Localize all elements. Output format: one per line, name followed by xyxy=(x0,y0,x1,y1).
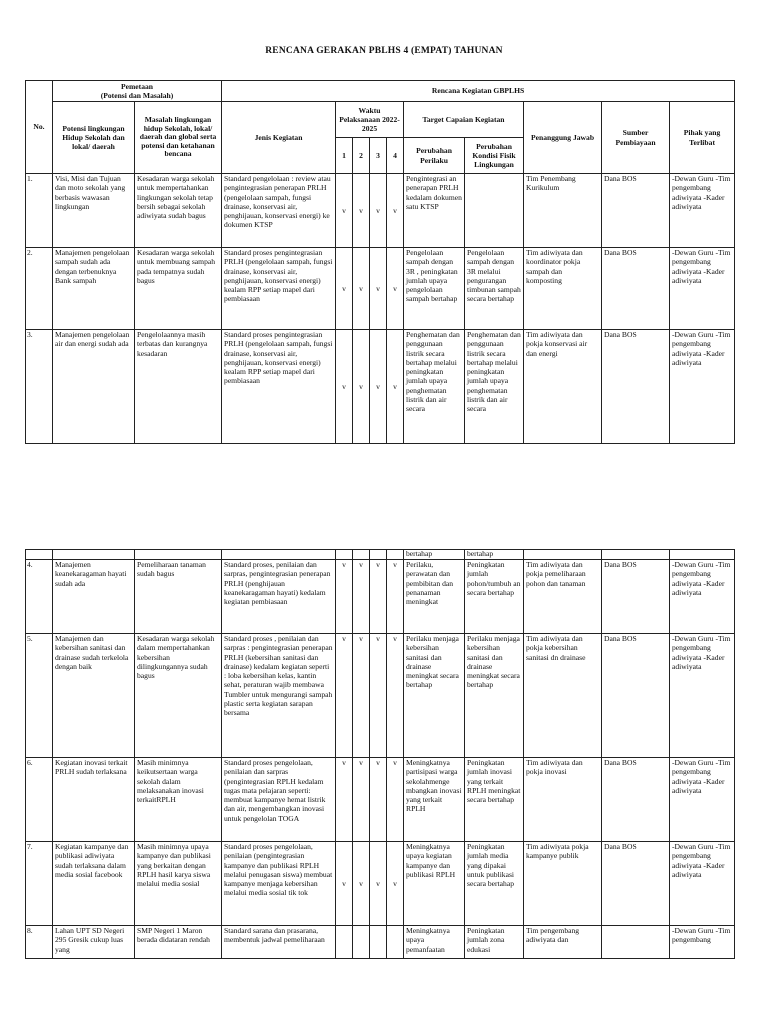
header-pemetaan: Pemetaan (Potensi dan Masalah) xyxy=(53,81,222,102)
header-waktu: Waktu Pelaksanaan 2022-2025 xyxy=(336,102,404,138)
continuation-fisik: bertahap xyxy=(465,550,524,560)
row-year-2-mark: v xyxy=(353,248,370,330)
row-year-2-mark: v xyxy=(353,634,370,758)
table-row xyxy=(26,842,735,926)
header-penanggung-jawab: Penanggung Jawab xyxy=(524,102,602,174)
row-no: 2. xyxy=(26,248,53,330)
table-row xyxy=(26,174,735,248)
header-year-1: 1 xyxy=(336,138,353,174)
row-pihak: -Dewan Guru -Tim pengembang adiwiyata -Kader adiwiyata xyxy=(670,248,735,330)
row-sumber: Dana BOS xyxy=(602,758,670,842)
row-masalah: Pemeliharaan tanaman sudah bagus xyxy=(135,560,222,634)
row-fisik: Peningkatan jumlah pohon/tumbuh an secara bertahap xyxy=(465,560,524,634)
row-year-1-mark: v xyxy=(336,248,353,330)
row-year-1-mark xyxy=(336,926,353,959)
row-year-3-mark: v xyxy=(370,560,387,634)
row-penanggung-jawab: Tim adiwiyata pokja kampanye publik xyxy=(524,842,602,926)
row-penanggung-jawab: Tim pengembang adiwiyata dan xyxy=(524,926,602,959)
row-penanggung-jawab: Tim adiwiyata dan koordinator pokja sampah dan komposting xyxy=(524,248,602,330)
table-row xyxy=(26,330,735,444)
row-year-2-mark: v xyxy=(353,330,370,444)
header-fisik: Perubahan Kondisi Fisik Lingkungan xyxy=(465,138,524,174)
row-jenis: Standard proses pengelolaan, penilaian dan sarpras (pengintegrasian RPLH kedalam tugas mata pelajaran seperti: membuat kampanye hemat listrik dan air, mengembangkan inovasi untuk pengelolan TOGA xyxy=(222,758,336,842)
row-year-4-mark xyxy=(387,926,404,959)
row-perilaku: Pengelolaan sampah dengan 3R , peningkatan jumlah upaya pengelolaan sampah bertahap xyxy=(404,248,465,330)
row-fisik: Peningkatan jumlah zona edukasi xyxy=(465,926,524,959)
row-jenis: Standard proses, penilaian dan sarpras, pengintegrasian penerapan PRLH (penghijauan keanekaragaman hayati) kedalam kegiatan pembiasaan xyxy=(222,560,336,634)
header-perilaku: Perubahan Perilaku xyxy=(404,138,465,174)
row-perilaku: Perilaku, perawatan dan pembibitan dan penanaman meningkat xyxy=(404,560,465,634)
row-year-2-mark: v xyxy=(353,758,370,842)
row-no: 1. xyxy=(26,174,53,248)
row-pihak: -Dewan Guru -Tim pengembang xyxy=(670,926,735,959)
row-year-3-mark: v xyxy=(370,248,387,330)
row-potensi: Manajemen dan kebersihan sanitasi dan drainase sudah terkelola dengan baik xyxy=(53,634,135,758)
row-year-1-mark: v xyxy=(336,174,353,248)
header-rencana: Rencana Kegiatan GBPLHS xyxy=(222,81,735,102)
header-potensi: Potensi lingkungan Hidup Sekolah dan lokal/ daerah xyxy=(53,102,135,174)
header-year-4: 4 xyxy=(387,138,404,174)
row-year-2-mark: v xyxy=(353,560,370,634)
row-no: 7. xyxy=(26,842,53,926)
header-year-3: 3 xyxy=(370,138,387,174)
row-jenis: Standard proses , penilaian dan sarpras : pengintegrasian penerapan PRLH (kebersihan sanitasi dan drainase) kedalam kegiatan seperti : loba kebersihan kelas, kantin sehat, peraturan wajib membawa Tumbler untuk mengurangi sampah plastic serta kegiatan sarapan bersama xyxy=(222,634,336,758)
row-no: 4. xyxy=(26,560,53,634)
row-pihak: -Dewan Guru -Tim pengembang adiwiyata -Kader adiwiyata xyxy=(670,330,735,444)
row-fisik: Peningkatan jumlah inovasi yang terkait RPLH meningkat secara bertahap xyxy=(465,758,524,842)
row-pihak: -Dewan Guru -Tim pengembang adiwiyata -Kader adiwiyata xyxy=(670,758,735,842)
header-pihak: Pihak yang Terlibat xyxy=(670,102,735,174)
row-masalah: Kesadaran warga sekolah untuk membuang sampah pada tempatnya sudah bagus xyxy=(135,248,222,330)
row-year-2-mark xyxy=(353,926,370,959)
row-perilaku: Meningkatnya upaya pemanfaatan xyxy=(404,926,465,959)
row-fisik: Perilaku menjaga kebersihan sanitasi dan drainase meningkat secara bertahap xyxy=(465,634,524,758)
plan-table-page-1 xyxy=(25,80,735,444)
row-perilaku: Meningkatnya partisipasi warga sekolahmenge mbangkan inovasi yang terkait RPLH xyxy=(404,758,465,842)
row-year-1-mark: v xyxy=(336,330,353,444)
header-target: Target Capaian Kegiatan xyxy=(404,102,524,138)
row-year-3-mark: v xyxy=(370,330,387,444)
row-pihak: -Dewan Guru -Tim pengembang adiwiyata -Kader adiwiyata xyxy=(670,634,735,758)
row-potensi: Visi, Misi dan Tujuan dan moto sekolah yang berbasis wawasan lingkungan xyxy=(53,174,135,248)
row-year-3-mark: v xyxy=(370,634,387,758)
row-potensi: Manajemen pengelolaan sampah sudah ada dengan terbenuknya Bank sampah xyxy=(53,248,135,330)
row-perilaku: Penghematan dan penggunaan listrik secara bertahap melalui peningkatan jumlah upaya penghematan listrik dan air secara xyxy=(404,330,465,444)
row-pihak: -Dewan Guru -Tim pengembang adiwiyata -Kader adiwiyata xyxy=(670,174,735,248)
continuation-perilaku: bertahap xyxy=(404,550,465,560)
row-masalah: Kesadaran warga sekolah untuk mempertahankan lingkungan sekolah tetap bersih sebagai sekolah adiwiyata sudah bagus xyxy=(135,174,222,248)
row-year-2-mark: v xyxy=(353,842,370,926)
plan-table-page-2 xyxy=(25,549,735,959)
row-potensi: Manajemen pengelolaan air dan energi sudah ada xyxy=(53,330,135,444)
row-potensi: Lahan UPT SD Negeri 295 Gresik cukup luas yang xyxy=(53,926,135,959)
row-no: 8. xyxy=(26,926,53,959)
row-masalah: Pengelolaannya masih terbatas dan kurangnya kesadaran xyxy=(135,330,222,444)
row-penanggung-jawab: Tim Penembang Kurikulum xyxy=(524,174,602,248)
row-jenis: Standard proses pengelolaan, penilaian (pengintegrasian kampanye dan publikasi RPLH melalui penugasan siswa) membuat kampanye menjaga kebersihan melalui media sosial tik tok xyxy=(222,842,336,926)
row-year-3-mark: v xyxy=(370,842,387,926)
row-year-4-mark: v xyxy=(387,248,404,330)
row-sumber: Dana BOS xyxy=(602,634,670,758)
row-fisik xyxy=(465,174,524,248)
row-year-1-mark: v xyxy=(336,634,353,758)
row-year-4-mark: v xyxy=(387,330,404,444)
row-year-1-mark: v xyxy=(336,842,353,926)
row-sumber xyxy=(602,926,670,959)
row-perilaku: Meningkatnya upaya kegiatan kampanye dan publikasi RPLH xyxy=(404,842,465,926)
row-masalah: Masih minimnya keikutsertaan warga sekolah dalam melaksanakan inovasi terkaitRPLH xyxy=(135,758,222,842)
row-year-4-mark: v xyxy=(387,174,404,248)
row-fisik: Pengelolaan sampah dengan 3R melalui pengurangan timbunan sampah secara bertahap xyxy=(465,248,524,330)
row-pihak: -Dewan Guru -Tim pengembang adiwiyata -Kader adiwiyata xyxy=(670,560,735,634)
row-masalah: Masih minimnya upaya kampanye dan publikasi yang berkaitan dengan RPLH hasil karya siswa melalui media sosial xyxy=(135,842,222,926)
table-row xyxy=(26,248,735,330)
header-jenis: Jenis Kegiatan xyxy=(222,102,336,174)
row-year-2-mark: v xyxy=(353,174,370,248)
row-no: 3. xyxy=(26,330,53,444)
row-potensi: Kegiatan kampanye dan publikasi adiwiyata sudah terlaksana dalam media sosial facebook xyxy=(53,842,135,926)
row-fisik: Penghematan dan penggunaan listrik secara bertahap melalui peningkatan jumlah upaya penghematan listrik dan air secara xyxy=(465,330,524,444)
row-fisik: Peningkatan jumlah media yang dipakai untuk publikasi secara bertahap xyxy=(465,842,524,926)
row-potensi: Manajemen keanekaragaman hayati sudah ada xyxy=(53,560,135,634)
table-row xyxy=(26,926,735,959)
row-jenis: Standard sarana dan prasarana, membentuk jadwal pemeliharaan xyxy=(222,926,336,959)
row-sumber: Dana BOS xyxy=(602,842,670,926)
row-no: 5. xyxy=(26,634,53,758)
header-no: No. xyxy=(26,81,53,174)
row-masalah: Kesadaran warga sekolah dalam mempertahankan kebersihan dilingkungannya sudah bagus xyxy=(135,634,222,758)
row-sumber: Dana BOS xyxy=(602,560,670,634)
row-year-4-mark: v xyxy=(387,842,404,926)
row-year-3-mark: v xyxy=(370,758,387,842)
table-row xyxy=(26,560,735,634)
row-jenis: Standard proses pengintegrasian PRLH (pengelolaan sampah, fungsi drainase, konservasi air, penghijauan, konservasi energi) kealam RPP setiap mapel dari pembiasaan xyxy=(222,330,336,444)
row-year-4-mark: v xyxy=(387,758,404,842)
row-potensi: Kegiatan inovasi terkait PRLH sudah terlaksana xyxy=(53,758,135,842)
row-year-1-mark: v xyxy=(336,758,353,842)
row-penanggung-jawab: Tim adiwiyata dan pokja pemeliharaan pohon dan tanaman xyxy=(524,560,602,634)
row-masalah: SMP Negeri 1 Maron berada didataran rendah xyxy=(135,926,222,959)
row-jenis: Standard proses pengintegrasian PRLH (pengelolaan sampah, fungsi drainase, konservasi air, penghijauan, konservasi energi) kealam RPP setiap mapel dari pembiasaan xyxy=(222,248,336,330)
table-row xyxy=(26,758,735,842)
row-perilaku: Perilaku menjaga kebersihan sanitasi dan drainase meningkat secara bertahap xyxy=(404,634,465,758)
header-sumber: Sumber Pembiayaan xyxy=(602,102,670,174)
row-perilaku: Pengintegrasi an penerapan PRLH kedalam dokumen satu KTSP xyxy=(404,174,465,248)
continuation-row xyxy=(26,550,735,560)
table-row xyxy=(26,634,735,758)
row-year-3-mark: v xyxy=(370,174,387,248)
row-year-1-mark: v xyxy=(336,560,353,634)
row-pihak: -Dewan Guru -Tim pengembang adiwiyata -Kader adiwiyata xyxy=(670,842,735,926)
row-year-3-mark xyxy=(370,926,387,959)
row-penanggung-jawab: Tim adiwiyata dan pokja kebersihan sanitasi dn drainase xyxy=(524,634,602,758)
row-penanggung-jawab: Tim adiwiyata dan pokja inovasi xyxy=(524,758,602,842)
row-year-4-mark: v xyxy=(387,634,404,758)
row-sumber: Dana BOS xyxy=(602,248,670,330)
row-sumber: Dana BOS xyxy=(602,174,670,248)
row-penanggung-jawab: Tim adiwiyata dan pokja konservasi air dan energi xyxy=(524,330,602,444)
row-sumber: Dana BOS xyxy=(602,330,670,444)
row-no: 6. xyxy=(26,758,53,842)
document-title: RENCANA GERAKAN PBLHS 4 (EMPAT) TAHUNAN xyxy=(265,46,503,56)
header-year-2: 2 xyxy=(353,138,370,174)
row-year-4-mark: v xyxy=(387,560,404,634)
row-jenis: Standard pengelolaan : review atau pengintegrasian penerapan PRLH (pengelolaan sampah, fungsi drainase, konservasi air, penghijauan, konservasi energi) ke dokumen KTSP xyxy=(222,174,336,248)
header-masalah: Masalah lingkungan hidup Sekolah, lokal/ daerah dan global serta potensi dan ketahanan bencana xyxy=(135,102,222,174)
